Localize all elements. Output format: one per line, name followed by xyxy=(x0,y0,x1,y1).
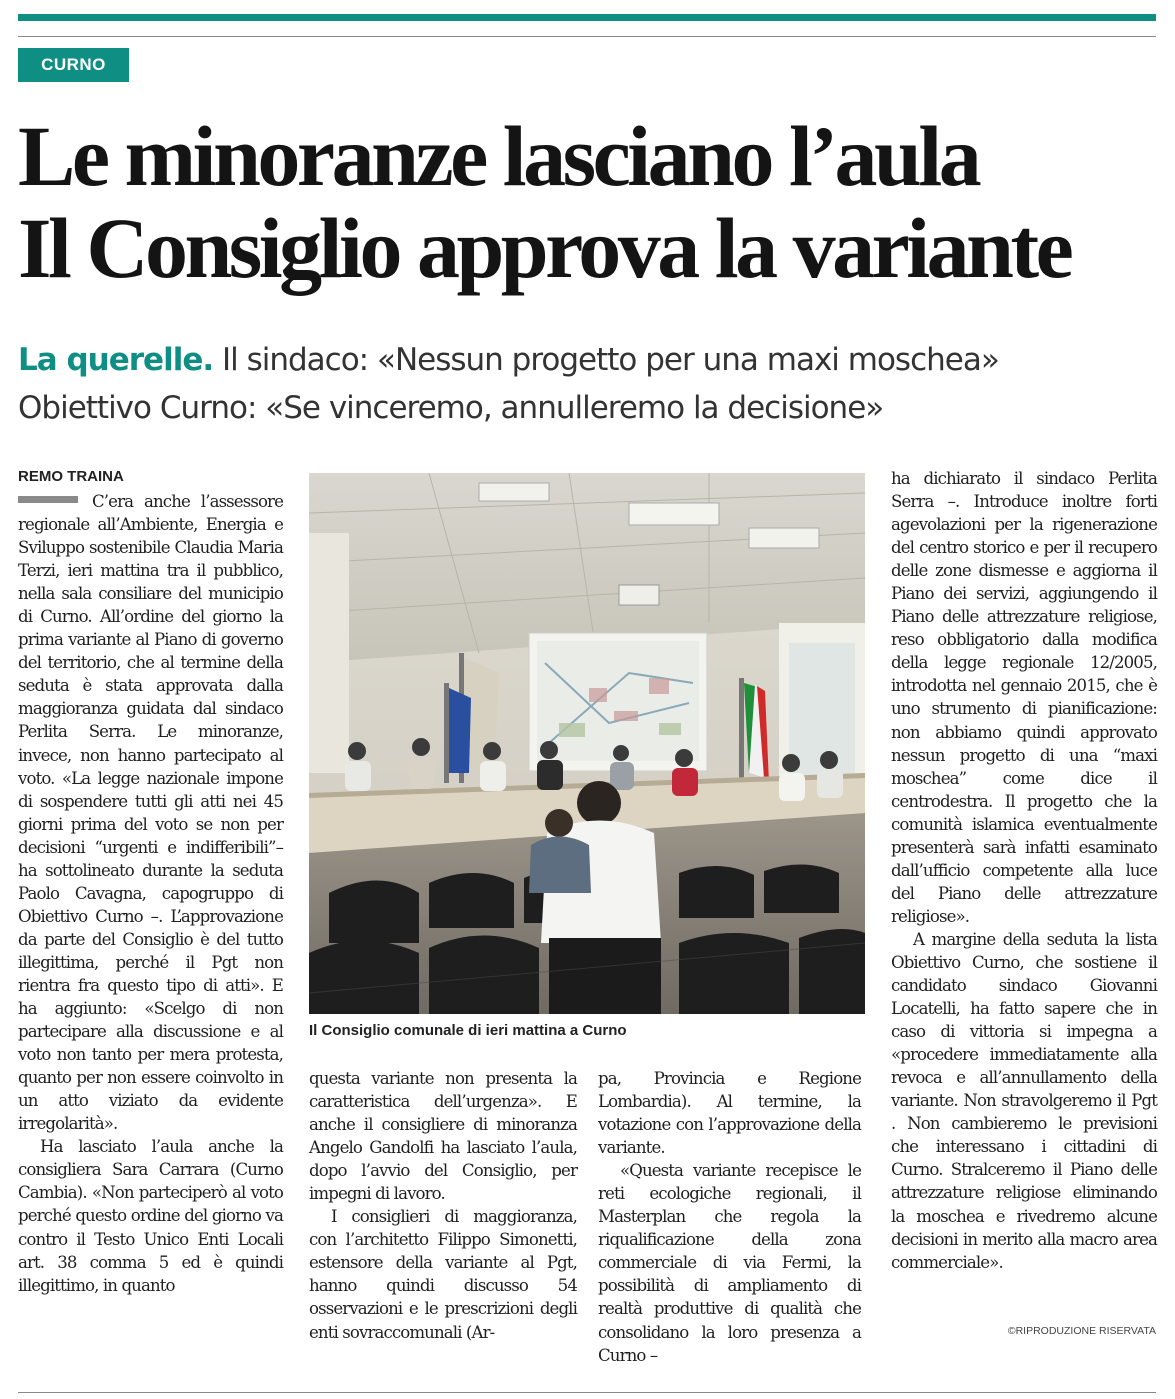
author-byline: REMO TRAINA xyxy=(18,468,124,485)
bottom-rule xyxy=(18,1392,1156,1393)
headline xyxy=(18,110,1163,294)
council-meeting-photo xyxy=(309,473,865,1014)
photo-illustration xyxy=(309,473,865,1014)
headline-line-1: Le minoranze lasciano l’aula xyxy=(18,108,979,204)
subhead-line-1 xyxy=(18,336,1163,384)
headline-line-2: Il Consiglio approva la variante xyxy=(18,200,1071,296)
paragraph: pa, Provincia e Regione Lombardia). Al termine, la votazione con l’approvazione della variante. xyxy=(598,1069,861,1158)
section-tag: CURNO xyxy=(18,48,129,82)
subheadline xyxy=(18,336,1163,432)
photo-caption: Il Consiglio comunale di ieri mattina a Curno xyxy=(309,1022,627,1039)
lead-marker xyxy=(18,496,78,503)
subhead-line-2: Obiettivo Curno: «Se vinceremo, annulleremo la decisione» xyxy=(18,390,884,426)
paragraph: I consiglieri di maggioranza, con l’architetto Filippo Simonetti, estensore della variante al Pgt, hanno quindi discusso 54 osservazioni e le prescrizioni degli enti sovraccomunali (Ar- xyxy=(309,1207,577,1342)
top-accent-rule xyxy=(18,14,1156,21)
top-thin-rule xyxy=(18,36,1156,37)
paragraph: Ha lasciato l’aula anche la consigliera Sara Carrara (Curno Cambia). «Non parteciperò al voto perché questo ordine del giorno va contro il Testo Unico Enti Locali art. 38 comma 5 ed è quindi illegittimo, in quanto xyxy=(18,1137,283,1295)
paragraph: questa variante non presenta la caratteristica dell’urgenza». E anche il consigliere di minoranza Angelo Gandolfi ha lasciato l’aula, dopo l’avvio del Consiglio, per impegni di lavoro. xyxy=(309,1069,577,1204)
paragraph: «Questa variante recepisce le reti ecologiche regionali, il Masterplan che regola la riqualificazione della zona commerciale di via Fermi, la possibilità di ampliamento di realtà produttive di qualità che consolidano la loro presenza a Curno – xyxy=(598,1161,861,1365)
article-column-2 xyxy=(309,1067,577,1344)
paragraph-text: C’era anche l’assessore regionale all’Ambiente, Energia e Sviluppo sostenibile Claudia Maria Terzi, ieri mattina tra il pubblico, nella sala consiliare del municipio di Curno. All’ordine del giorno la prima variante al Piano di governo del territorio, che al termine della seduta è stata approvata dalla maggioranza guidata dal sindaco Perlita Serra. Le minoranze, invece, non hanno partecipato al voto. «La legge nazionale impone di sospendere tutti gli atti nei 45 giorni prima del voto se non per decisioni “urgenti e indifferibili”– ha sottolineato durante la seduta Paolo Cavagna, capogruppo di Obiettivo Curno –. L’approvazione da parte del Consiglio è del tutto illegittima, perché il Pgt non rientra fra questo tipo di atti». E ha aggiunto: «Scelgo di non partecipare alla discussione e al voto non tanto per mera protesta, quanto per non essere coinvolto in un atto viziato da evidente irregolarità». xyxy=(18,492,283,1134)
article-column-4 xyxy=(891,467,1157,1274)
paragraph: ha dichiarato il sindaco Perlita Serra –. Introduce inoltre forti agevolazioni per la rigenerazione del centro storico e per il recupero delle zone dismesse e aggiorna il Piano dei servizi, aggiungendo il Piano delle attrezzature religiose, reso obbligatorio dalla modifica della legge regionale 12/2005, introdotta nel gennaio 2015, che è uno strumento di pianificazione: non abbiamo quindi approvato nessun progetto di una “maxi moschea” come dice il centrodestra. Il progetto che la comunità islamica eventualmente presenterà sarà infatti esaminato dall’ufficio competente alla luce del Piano delle attrezzature religiose». xyxy=(891,469,1157,926)
article-column-3 xyxy=(598,1067,861,1367)
subhead-line-1-text: Il sindaco: «Nessun progetto per una maxi moschea» xyxy=(213,342,999,378)
paragraph xyxy=(18,490,283,1135)
copyright-notice: ©RIPRODUZIONE RISERVATA xyxy=(1007,1325,1156,1337)
article-column-1 xyxy=(18,490,283,1297)
subhead-kicker: La querelle. xyxy=(18,342,214,378)
paragraph: A margine della seduta la lista Obiettivo Curno, che sostiene il candidato sindaco Giovanni Locatelli, ha fatto sapere che in caso di vittoria si impegna a «procedere immediatamente alla revoca e all’annullamento della variante. Non stravolgeremo il Pgt . Non cambieremo le previsioni che interessano i cittadini di Curno. Stralceremo il Piano delle attrezzature religiose eliminando la moschea e rivedremo alcune decisioni in merito alla macro area commerciale». xyxy=(891,929,1157,1272)
